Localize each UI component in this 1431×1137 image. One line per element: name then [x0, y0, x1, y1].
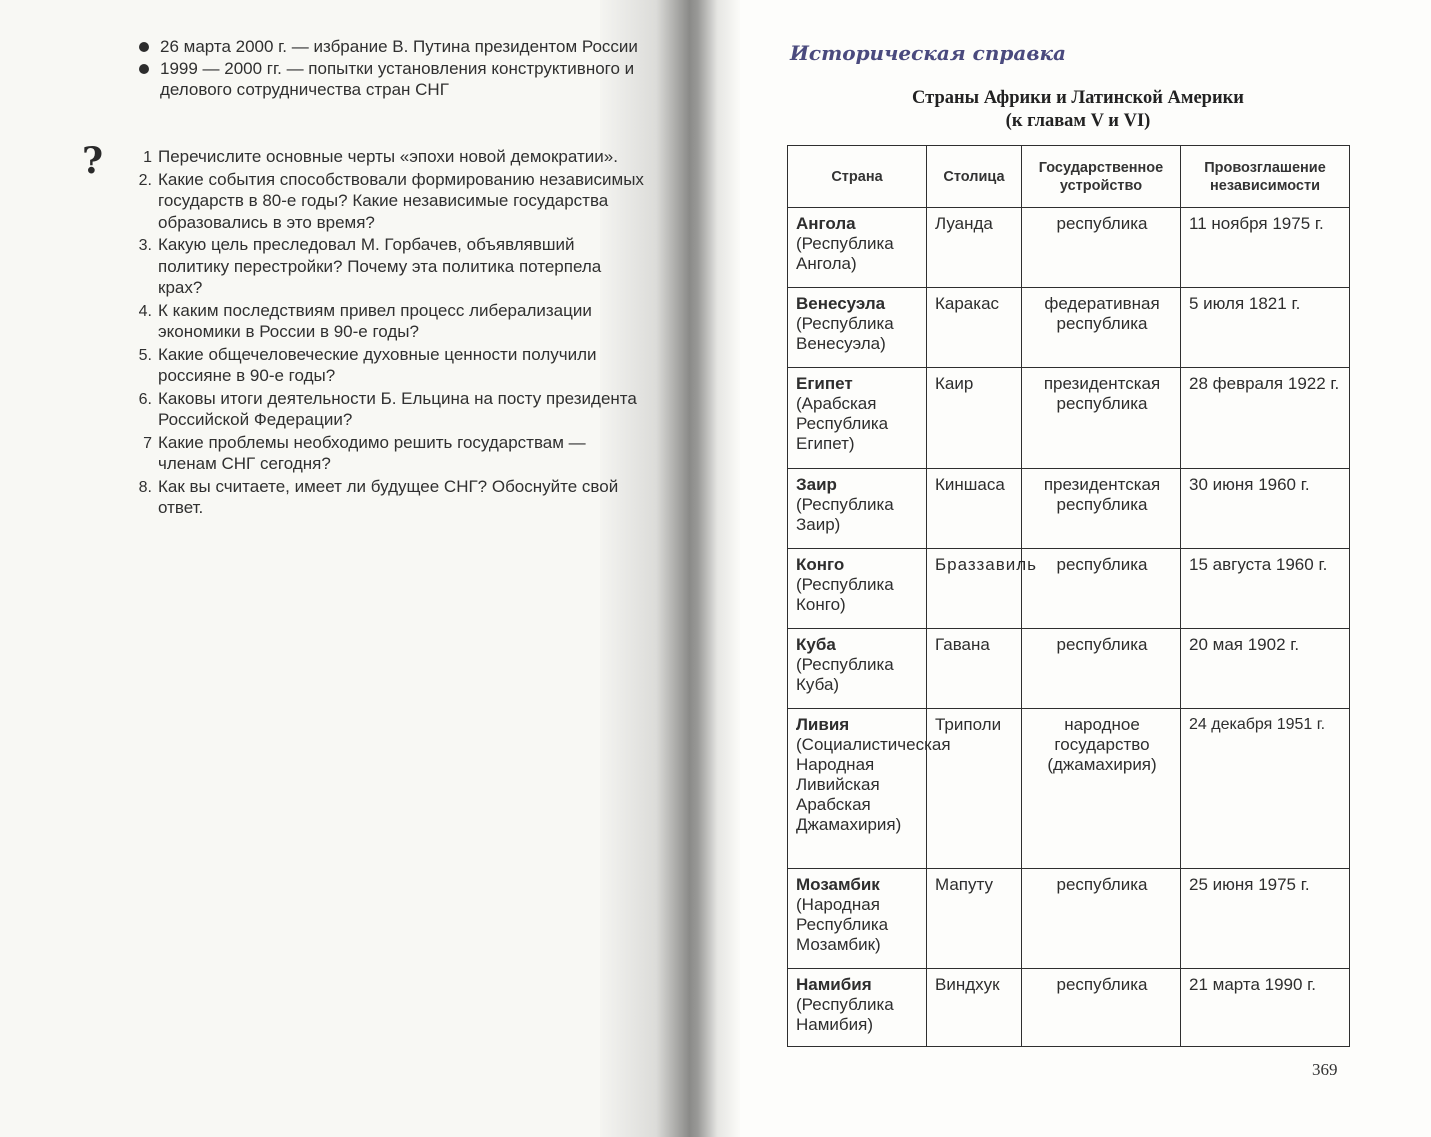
- capital-cell: Гавана: [927, 629, 1022, 709]
- capital-cell: Каракас: [927, 288, 1022, 368]
- page-number: 369: [1312, 1060, 1338, 1079]
- independence-cell: 30 июня 1960 г.: [1181, 469, 1350, 549]
- table-row: [788, 709, 1350, 869]
- government-cell: республика: [1022, 208, 1181, 288]
- review-questions-list: [125, 146, 645, 520]
- table-row: [788, 368, 1350, 469]
- country-cell: [788, 368, 927, 469]
- country-full-name: (Народная Республика Мозамбик): [796, 895, 889, 954]
- question-text: Перечислите основные черты «эпохи новой демократии».: [158, 147, 618, 166]
- question-text: Какие события способствовали формированию независимых государств в 80-е годы? Какие независимые государства образовались в это время?: [158, 169, 644, 232]
- country-name: Ливия: [796, 715, 850, 734]
- column-header-capital: Столица: [927, 146, 1022, 208]
- countries-table: [787, 145, 1350, 1047]
- bullet-text: 26 марта 2000 г. — избрание В. Путина президентом России: [160, 37, 638, 56]
- country-cell: [788, 709, 951, 869]
- question-number: 5.: [138, 346, 152, 364]
- table-row: [788, 469, 1350, 549]
- question-item: [125, 476, 645, 519]
- country-name: Намибия: [796, 975, 872, 994]
- country-cell: [788, 969, 927, 1047]
- government-cell: народное государство (джамахирия): [1022, 709, 1181, 869]
- table-row: [788, 869, 1350, 969]
- country-full-name: (Социалистическая Народная Ливийская Арабская Джамахирия): [796, 735, 951, 834]
- capital-cell: Киншаса: [927, 469, 1022, 549]
- bullet-icon: [139, 42, 149, 52]
- question-item: [125, 300, 645, 343]
- question-number: 3.: [138, 237, 152, 254]
- independence-cell: 5 июля 1821 г.: [1181, 288, 1350, 368]
- question-text: Каковы итоги деятельности Б. Ельцина на посту президента Российской Федерации?: [158, 388, 637, 429]
- country-name: Куба: [796, 635, 836, 654]
- section-heading: Историческая справка: [790, 41, 1066, 65]
- country-name: Ангола: [796, 214, 856, 233]
- independence-cell: 24 декабря 1951 г.: [1181, 709, 1350, 869]
- government-cell: республика: [1022, 869, 1181, 969]
- country-cell: [788, 869, 927, 969]
- question-item: [125, 146, 645, 168]
- bullet-item: [138, 58, 648, 100]
- country-cell: [788, 629, 927, 709]
- table-header-row: [788, 146, 1350, 208]
- question-number: 8.: [138, 478, 152, 496]
- table-row: [788, 208, 1350, 288]
- government-cell: республика: [1022, 629, 1181, 709]
- table-row: [788, 629, 1350, 709]
- question-text: Как вы считаете, имеет ли будущее СНГ? Обоснуйте свой ответ.: [158, 476, 619, 517]
- country-full-name: (Республика Конго): [796, 575, 894, 614]
- country-full-name: (Республика Венесуэла): [796, 314, 894, 353]
- country-name: Египет: [796, 374, 853, 393]
- country-full-name: (Республика Намибия): [796, 995, 894, 1034]
- country-name: Мозамбик: [796, 875, 880, 894]
- question-number: 6.: [138, 390, 152, 408]
- capital-cell: Каир: [927, 368, 1022, 469]
- country-cell: [788, 469, 927, 549]
- question-number: 4.: [138, 302, 152, 320]
- independence-cell: 20 мая 1902 г.: [1181, 629, 1350, 709]
- question-number: 1: [143, 149, 152, 166]
- table-row: [788, 969, 1350, 1047]
- question-item: [125, 388, 645, 431]
- country-name: Конго: [796, 555, 845, 574]
- country-cell: [788, 288, 927, 368]
- capital-cell: Виндхук: [927, 969, 1022, 1047]
- column-header-country: Страна: [788, 146, 927, 208]
- country-cell: [788, 208, 927, 288]
- country-cell: [788, 549, 927, 629]
- capital-cell: Мапуту: [927, 869, 1022, 969]
- column-header-government: Государственное устройство: [1022, 146, 1181, 208]
- question-item: [125, 169, 645, 234]
- question-text: Какие проблемы необходимо решить государствам — членам СНГ сегодня?: [158, 432, 586, 473]
- table-title-line: Страны Африки и Латинской Америки: [912, 88, 1244, 108]
- question-number: 2.: [138, 171, 152, 189]
- question-number: 7: [143, 434, 152, 452]
- table-row: [788, 549, 1350, 629]
- question-item: [125, 344, 645, 387]
- question-mark-icon: ?: [82, 140, 104, 182]
- question-text: Какую цель преследовал М. Горбачев, объявлявший политику перестройки? Почему эта политика потерпела крах?: [158, 235, 602, 297]
- capital-cell: Луанда: [927, 208, 1022, 288]
- question-item: [125, 234, 645, 299]
- country-name: Венесуэла: [796, 294, 886, 313]
- independence-cell: 11 ноября 1975 г.: [1181, 208, 1350, 288]
- country-full-name: (Республика Куба): [796, 655, 894, 694]
- government-cell: президентская республика: [1022, 368, 1181, 469]
- question-text: Какие общечеловеческие духовные ценности получили россияне в 90-е годы?: [158, 344, 597, 385]
- chronology-bullet-list: [138, 36, 648, 101]
- capital-cell: Браззавиль: [927, 549, 1022, 629]
- government-cell: республика: [1022, 969, 1181, 1047]
- independence-cell: 28 февраля 1922 г.: [1181, 368, 1350, 469]
- bullet-text: 1999 — 2000 гг. — попытки установления конструктивного и делового сотрудничества стран СНГ: [160, 59, 635, 99]
- capital-cell: Триполи: [927, 709, 1022, 869]
- table-title: [828, 87, 1328, 133]
- table-row: [788, 288, 1350, 368]
- independence-cell: 15 августа 1960 г.: [1181, 549, 1350, 629]
- country-full-name: (Республика Ангола): [796, 234, 894, 273]
- country-name: Заир: [796, 475, 837, 494]
- government-cell: республика: [1022, 549, 1181, 629]
- independence-cell: 25 июня 1975 г.: [1181, 869, 1350, 969]
- bullet-icon: [139, 64, 149, 74]
- question-text: К каким последствиям привел процесс либерализации экономики в России в 90-е годы?: [158, 300, 592, 341]
- country-full-name: (Арабская Республика Египет): [796, 394, 889, 453]
- question-item: [125, 432, 645, 475]
- government-cell: федеративная республика: [1022, 288, 1181, 368]
- independence-cell: 21 марта 1990 г.: [1181, 969, 1350, 1047]
- country-full-name: (Республика Заир): [796, 495, 894, 534]
- government-cell: президентская республика: [1022, 469, 1181, 549]
- bullet-item: [138, 36, 648, 57]
- column-header-independence: Провозглашение независимости: [1181, 146, 1350, 208]
- table-subtitle-line: (к главам V и VI): [1005, 111, 1151, 131]
